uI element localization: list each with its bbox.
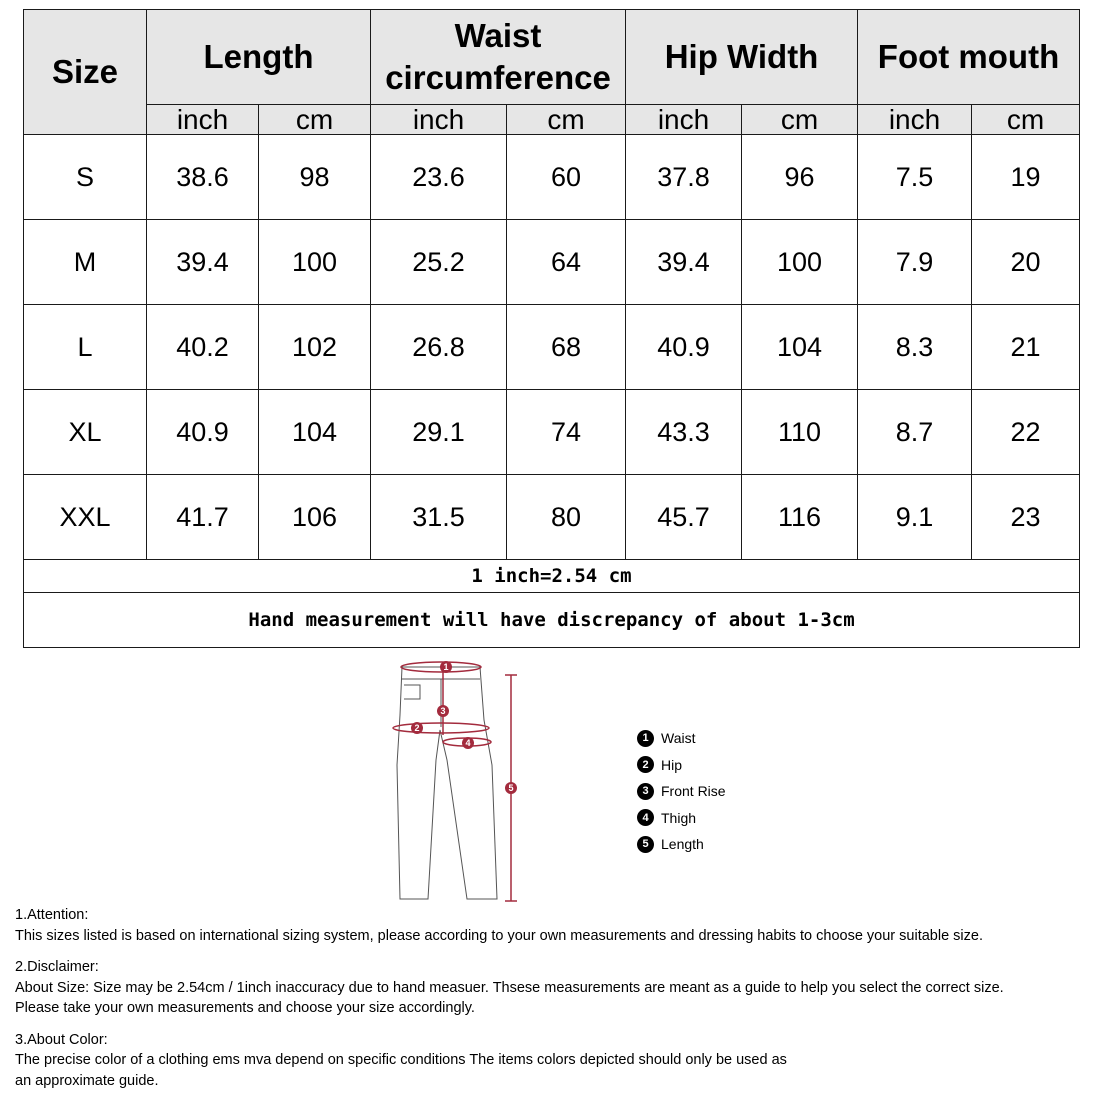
- value-cell: 80: [507, 475, 626, 560]
- size-cell: M: [24, 220, 147, 305]
- marker-1-label: 1: [443, 662, 449, 672]
- unit-cell: inch: [147, 105, 259, 135]
- unit-cell: inch: [371, 105, 507, 135]
- legend-label: Length: [661, 836, 704, 853]
- value-cell: 37.8: [626, 135, 742, 220]
- legend-number: 4: [637, 809, 654, 826]
- header-foot: Foot mouth: [858, 10, 1080, 105]
- pants-measurement-diagram: [380, 655, 540, 905]
- value-cell: 106: [259, 475, 371, 560]
- value-cell: 7.9: [858, 220, 972, 305]
- value-cell: 45.7: [626, 475, 742, 560]
- note-text: an approximate guide.: [15, 1072, 159, 1089]
- note-text: The precise color of a clothing ems mva depend on specific conditions The items colors depicted should only be used as: [15, 1052, 787, 1068]
- pants-pocket: [404, 685, 420, 699]
- legend-number: 5: [637, 836, 654, 853]
- value-cell: 26.8: [371, 305, 507, 390]
- value-cell: 43.3: [626, 390, 742, 475]
- value-cell: 39.4: [147, 220, 259, 305]
- value-cell: 68: [507, 305, 626, 390]
- table-row: [24, 220, 1080, 305]
- legend-number: 1: [637, 730, 654, 747]
- unit-row: [24, 105, 1080, 135]
- value-cell: 8.3: [858, 305, 972, 390]
- table-row: [24, 390, 1080, 475]
- size-cell: XL: [24, 390, 147, 475]
- legend-item: [637, 778, 726, 805]
- unit-cell: cm: [972, 105, 1080, 135]
- value-cell: 40.9: [626, 305, 742, 390]
- value-cell: 40.9: [147, 390, 259, 475]
- value-cell: 39.4: [626, 220, 742, 305]
- note-title: 2.Disclaimer:: [15, 959, 99, 975]
- size-cell: L: [24, 305, 147, 390]
- header-waist-line2: circumference: [385, 59, 611, 96]
- legend-label: Thigh: [661, 809, 697, 826]
- note-text: This sizes listed is based on international sizing system, please according to your own measurements and dressing habits to choose your suitable size.: [15, 927, 983, 944]
- marker-4-label: 4: [465, 738, 471, 748]
- value-cell: 38.6: [147, 135, 259, 220]
- value-cell: 31.5: [371, 475, 507, 560]
- header-hip: Hip Width: [626, 10, 858, 105]
- header-length: Length: [147, 10, 371, 105]
- value-cell: 96: [742, 135, 858, 220]
- measurement-legend: [637, 725, 726, 858]
- value-cell: 64: [507, 220, 626, 305]
- pants-outline: [397, 667, 497, 899]
- conversion-note: 1 inch=2.54 cm: [24, 560, 1080, 593]
- legend-number: 3: [637, 783, 654, 800]
- value-cell: 23: [972, 475, 1080, 560]
- legend-number: 2: [637, 756, 654, 773]
- notes-section: [15, 905, 1095, 1102]
- header-size: Size: [24, 10, 147, 135]
- conversion-row: [24, 560, 1080, 593]
- unit-cell: inch: [858, 105, 972, 135]
- value-cell: 8.7: [858, 390, 972, 475]
- value-cell: 116: [742, 475, 858, 560]
- header-row: [24, 10, 1080, 105]
- note-text: Please take your own measurements and choose your size accordingly.: [15, 1000, 475, 1016]
- header-waist: [371, 10, 626, 105]
- legend-item: [637, 831, 726, 858]
- marker-2-label: 2: [414, 723, 420, 733]
- legend-item: [637, 725, 726, 752]
- unit-cell: cm: [259, 105, 371, 135]
- legend-item: [637, 752, 726, 779]
- unit-cell: inch: [626, 105, 742, 135]
- size-chart-table: [23, 9, 1080, 648]
- value-cell: 110: [742, 390, 858, 475]
- value-cell: 19: [972, 135, 1080, 220]
- discrepancy-row: [24, 593, 1080, 648]
- value-cell: 7.5: [858, 135, 972, 220]
- marker-5-label: 5: [508, 783, 514, 793]
- legend-item: [637, 805, 726, 832]
- header-waist-line1: Waist: [454, 17, 542, 54]
- value-cell: 60: [507, 135, 626, 220]
- size-cell: XXL: [24, 475, 147, 560]
- attention-note: [15, 905, 1095, 946]
- legend-label: Hip: [661, 756, 683, 773]
- value-cell: 100: [259, 220, 371, 305]
- note-title: 3.About Color:: [15, 1031, 108, 1048]
- marker-3-label: 3: [440, 706, 446, 716]
- value-cell: 104: [742, 305, 858, 390]
- size-cell: S: [24, 135, 147, 220]
- note-text: About Size: Size may be 2.54cm / 1inch inaccuracy due to hand measuer. Thsese measurements are meant as a guide to help you select the correct size.: [15, 979, 1004, 996]
- note-title: 1.Attention:: [15, 907, 89, 923]
- unit-cell: cm: [507, 105, 626, 135]
- value-cell: 22: [972, 390, 1080, 475]
- value-cell: 21: [972, 305, 1080, 390]
- color-note: [15, 1030, 1095, 1092]
- value-cell: 98: [259, 135, 371, 220]
- table-row: [24, 475, 1080, 560]
- value-cell: 74: [507, 390, 626, 475]
- value-cell: 41.7: [147, 475, 259, 560]
- discrepancy-note: Hand measurement will have discrepancy of about 1-3cm: [24, 593, 1080, 648]
- value-cell: 100: [742, 220, 858, 305]
- value-cell: 20: [972, 220, 1080, 305]
- value-cell: 29.1: [371, 390, 507, 475]
- disclaimer-note: [15, 957, 1095, 1019]
- legend-label: Waist: [661, 730, 696, 747]
- legend-label: Front Rise: [661, 783, 726, 800]
- unit-cell: cm: [742, 105, 858, 135]
- value-cell: 102: [259, 305, 371, 390]
- table-row: [24, 305, 1080, 390]
- table-row: [24, 135, 1080, 220]
- value-cell: 9.1: [858, 475, 972, 560]
- value-cell: 104: [259, 390, 371, 475]
- value-cell: 40.2: [147, 305, 259, 390]
- value-cell: 23.6: [371, 135, 507, 220]
- value-cell: 25.2: [371, 220, 507, 305]
